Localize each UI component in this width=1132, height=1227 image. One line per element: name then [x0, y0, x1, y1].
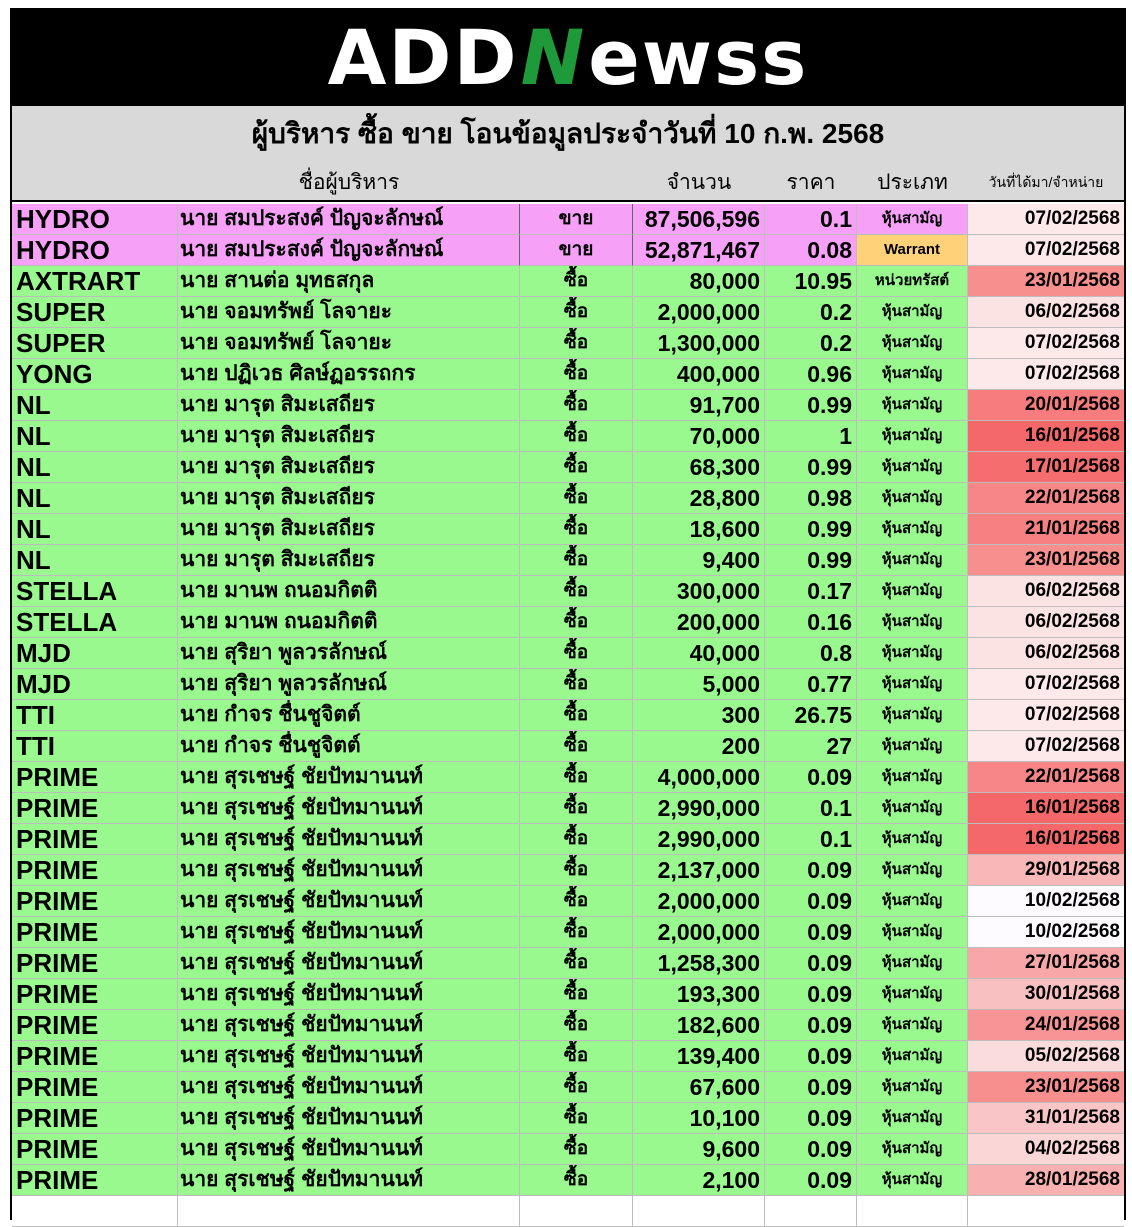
row-executive-name: นาย สานต่อ มุทธสกุล: [178, 266, 520, 297]
row-executive-name: นาย มานพ ถนอมกิตติ: [178, 607, 520, 638]
row-date: 06/02/2568: [968, 297, 1124, 328]
row-date: 20/01/2568: [968, 390, 1124, 421]
row-price: 0.96: [765, 359, 857, 390]
table-row: [12, 328, 1124, 359]
row-security-type: หุ้นสามัญ: [857, 390, 968, 421]
table-row: [12, 390, 1124, 421]
row-executive-name: นาย สมประสงค์ ปัญจะลักษณ์: [178, 204, 520, 235]
table-row: [12, 700, 1124, 731]
row-volume: 300: [633, 700, 765, 731]
blank-cell: [968, 1196, 1124, 1227]
row-price: 0.17: [765, 576, 857, 607]
row-date: 22/01/2568: [968, 483, 1124, 514]
header-date: วันที่ได้มา/จำหน่าย: [988, 174, 1104, 190]
row-price: 0.09: [765, 762, 857, 793]
row-date: 16/01/2568: [968, 824, 1124, 855]
row-action: ซื้อ: [520, 266, 633, 297]
header-type: ประเภท: [877, 171, 948, 194]
row-volume: 52,871,467: [633, 235, 765, 266]
row-action: ซื้อ: [520, 359, 633, 390]
row-action: ซื้อ: [520, 297, 633, 328]
row-date: 16/01/2568: [968, 421, 1124, 452]
table-row: [12, 421, 1124, 452]
row-symbol: PRIME: [12, 1165, 178, 1196]
transactions-table: [12, 204, 1124, 1227]
row-price: 0.99: [765, 545, 857, 576]
row-price: 0.1: [765, 793, 857, 824]
blank-row: [12, 1196, 1124, 1227]
row-security-type: หุ้นสามัญ: [857, 328, 968, 359]
row-price: 0.8: [765, 638, 857, 669]
row-executive-name: นาย มานพ ถนอมกิตติ: [178, 576, 520, 607]
row-executive-name: นาย จอมทรัพย์ โลจายะ: [178, 297, 520, 328]
row-volume: 2,000,000: [633, 297, 765, 328]
row-action: ซื้อ: [520, 1010, 633, 1041]
row-price: 0.09: [765, 1134, 857, 1165]
table-row: [12, 1134, 1124, 1165]
row-symbol: MJD: [12, 638, 178, 669]
row-symbol: NL: [12, 452, 178, 483]
row-symbol: NL: [12, 421, 178, 452]
row-date: 07/02/2568: [968, 235, 1124, 266]
table-row: [12, 1103, 1124, 1134]
row-symbol: HYDRO: [12, 204, 178, 235]
row-security-type: หุ้นสามัญ: [857, 731, 968, 762]
row-symbol: SUPER: [12, 297, 178, 328]
row-date: 05/02/2568: [968, 1041, 1124, 1072]
logo-bar: [12, 10, 1124, 106]
logo-text-right: ewss: [588, 13, 809, 102]
row-executive-name: นาย สุรเชษฐ์ ชัยปัทมานนท์: [178, 948, 520, 979]
table-row: [12, 979, 1124, 1010]
blank-cell: [765, 1196, 857, 1227]
row-symbol: PRIME: [12, 917, 178, 948]
row-volume: 87,506,596: [633, 204, 765, 235]
row-price: 0.09: [765, 1103, 857, 1134]
row-price: 0.1: [765, 204, 857, 235]
row-executive-name: นาย สุรเชษฐ์ ชัยปัทมานนท์: [178, 1072, 520, 1103]
row-symbol: SUPER: [12, 328, 178, 359]
row-symbol: STELLA: [12, 576, 178, 607]
row-date: 10/02/2568: [968, 917, 1124, 948]
row-symbol: AXTRART: [12, 266, 178, 297]
table-row: [12, 545, 1124, 576]
row-action: ซื้อ: [520, 855, 633, 886]
row-date: 04/02/2568: [968, 1134, 1124, 1165]
row-symbol: PRIME: [12, 1041, 178, 1072]
row-action: ซื้อ: [520, 1165, 633, 1196]
row-price: 0.99: [765, 514, 857, 545]
row-security-type: หุ้นสามัญ: [857, 638, 968, 669]
row-symbol: STELLA: [12, 607, 178, 638]
row-security-type: Warrant: [857, 235, 968, 266]
report-frame: [10, 8, 1126, 1220]
row-date: 07/02/2568: [968, 204, 1124, 235]
table-row: [12, 886, 1124, 917]
row-executive-name: นาย จอมทรัพย์ โลจายะ: [178, 328, 520, 359]
row-price: 0.99: [765, 390, 857, 421]
row-price: 0.09: [765, 1072, 857, 1103]
table-row: [12, 731, 1124, 762]
row-security-type: หุ้นสามัญ: [857, 979, 968, 1010]
row-executive-name: นาย สุรเชษฐ์ ชัยปัทมานนท์: [178, 979, 520, 1010]
blank-cell: [857, 1196, 968, 1227]
header-price: ราคา: [786, 171, 836, 194]
row-price: 0.09: [765, 979, 857, 1010]
table-row: [12, 855, 1124, 886]
row-date: 30/01/2568: [968, 979, 1124, 1010]
table-row: [12, 297, 1124, 328]
table-row: [12, 638, 1124, 669]
row-executive-name: นาย สุรเชษฐ์ ชัยปัทมานนท์: [178, 1134, 520, 1165]
row-date: 06/02/2568: [968, 638, 1124, 669]
row-volume: 193,300: [633, 979, 765, 1010]
table-row: [12, 576, 1124, 607]
row-executive-name: นาย สุรเชษฐ์ ชัยปัทมานนท์: [178, 1010, 520, 1041]
row-volume: 1,300,000: [633, 328, 765, 359]
row-symbol: PRIME: [12, 855, 178, 886]
row-date: 17/01/2568: [968, 452, 1124, 483]
blank-cell: [12, 1196, 178, 1227]
row-volume: 2,000,000: [633, 917, 765, 948]
row-executive-name: นาย กำจร ชื่นชูจิตต์: [178, 700, 520, 731]
row-security-type: หุ้นสามัญ: [857, 514, 968, 545]
table-row: [12, 235, 1124, 266]
row-executive-name: นาย สุรเชษฐ์ ชัยปัทมานนท์: [178, 1041, 520, 1072]
row-executive-name: นาย สุรเชษฐ์ ชัยปัทมานนท์: [178, 824, 520, 855]
row-volume: 68,300: [633, 452, 765, 483]
row-volume: 4,000,000: [633, 762, 765, 793]
row-action: ซื้อ: [520, 917, 633, 948]
row-executive-name: นาย สุริยา พูลวรลักษณ์: [178, 669, 520, 700]
row-action: ซื้อ: [520, 576, 633, 607]
row-volume: 67,600: [633, 1072, 765, 1103]
row-action: ซื้อ: [520, 328, 633, 359]
row-volume: 91,700: [633, 390, 765, 421]
header-name: ชื่อผู้บริหาร: [298, 171, 400, 194]
row-executive-name: นาย สุริยา พูลวรลักษณ์: [178, 638, 520, 669]
row-price: 0.2: [765, 297, 857, 328]
row-action: ซื้อ: [520, 731, 633, 762]
row-price: 0.09: [765, 917, 857, 948]
row-date: 06/02/2568: [968, 576, 1124, 607]
row-date: 21/01/2568: [968, 514, 1124, 545]
row-date: 07/02/2568: [968, 328, 1124, 359]
row-price: 26.75: [765, 700, 857, 731]
row-volume: 1,258,300: [633, 948, 765, 979]
row-volume: 9,600: [633, 1134, 765, 1165]
row-executive-name: นาย สุรเชษฐ์ ชัยปัทมานนท์: [178, 1165, 520, 1196]
row-security-type: หุ้นสามัญ: [857, 452, 968, 483]
row-symbol: NL: [12, 545, 178, 576]
row-action: ซื้อ: [520, 1134, 633, 1165]
row-symbol: PRIME: [12, 948, 178, 979]
table-row: [12, 762, 1124, 793]
blank-cell: [633, 1196, 765, 1227]
row-date: 07/02/2568: [968, 359, 1124, 390]
row-action: ซื้อ: [520, 1072, 633, 1103]
row-security-type: หุ้นสามัญ: [857, 886, 968, 917]
row-symbol: NL: [12, 483, 178, 514]
row-security-type: หุ้นสามัญ: [857, 359, 968, 390]
row-security-type: หุ้นสามัญ: [857, 1041, 968, 1072]
row-executive-name: นาย สุรเชษฐ์ ชัยปัทมานนท์: [178, 793, 520, 824]
row-price: 0.09: [765, 1041, 857, 1072]
row-date: 24/01/2568: [968, 1010, 1124, 1041]
row-price: 10.95: [765, 266, 857, 297]
row-executive-name: นาย สุรเชษฐ์ ชัยปัทมานนท์: [178, 1103, 520, 1134]
row-action: ซื้อ: [520, 607, 633, 638]
row-action: ซื้อ: [520, 979, 633, 1010]
row-executive-name: นาย ปฏิเวธ ศิลษ์ฏอรรถกร: [178, 359, 520, 390]
row-security-type: หุ้นสามัญ: [857, 700, 968, 731]
row-action: ซื้อ: [520, 514, 633, 545]
row-date: 22/01/2568: [968, 762, 1124, 793]
table-header: [12, 106, 1124, 202]
row-executive-name: นาย สุรเชษฐ์ ชัยปัทมานนท์: [178, 886, 520, 917]
row-date: 23/01/2568: [968, 545, 1124, 576]
row-executive-name: นาย มารุต สิมะเสถียร: [178, 421, 520, 452]
row-volume: 28,800: [633, 483, 765, 514]
row-action: ซื้อ: [520, 638, 633, 669]
row-security-type: หุ้นสามัญ: [857, 793, 968, 824]
row-price: 1: [765, 421, 857, 452]
row-security-type: หุ้นสามัญ: [857, 483, 968, 514]
row-volume: 2,990,000: [633, 793, 765, 824]
row-symbol: TTI: [12, 700, 178, 731]
row-security-type: หน่วยทรัสต์: [857, 266, 968, 297]
row-date: 29/01/2568: [968, 855, 1124, 886]
row-security-type: หุ้นสามัญ: [857, 576, 968, 607]
row-executive-name: นาย สมประสงค์ ปัญจะลักษณ์: [178, 235, 520, 266]
table-row: [12, 452, 1124, 483]
row-volume: 9,400: [633, 545, 765, 576]
table-row: [12, 824, 1124, 855]
row-volume: 2,990,000: [633, 824, 765, 855]
row-price: 0.09: [765, 886, 857, 917]
row-volume: 2,100: [633, 1165, 765, 1196]
blank-cell: [520, 1196, 633, 1227]
row-volume: 200,000: [633, 607, 765, 638]
row-action: ซื้อ: [520, 948, 633, 979]
row-symbol: HYDRO: [12, 235, 178, 266]
row-volume: 139,400: [633, 1041, 765, 1072]
table-row: [12, 1041, 1124, 1072]
row-executive-name: นาย มารุต สิมะเสถียร: [178, 390, 520, 421]
row-price: 0.09: [765, 855, 857, 886]
row-volume: 182,600: [633, 1010, 765, 1041]
row-action: ซื้อ: [520, 1103, 633, 1134]
row-date: 07/02/2568: [968, 669, 1124, 700]
table-row: [12, 483, 1124, 514]
row-date: 07/02/2568: [968, 700, 1124, 731]
row-symbol: PRIME: [12, 1010, 178, 1041]
row-action: ซื้อ: [520, 421, 633, 452]
row-symbol: YONG: [12, 359, 178, 390]
addnewss-logo: [327, 13, 809, 102]
row-symbol: NL: [12, 390, 178, 421]
row-action: ซื้อ: [520, 793, 633, 824]
table-row: [12, 514, 1124, 545]
row-volume: 18,600: [633, 514, 765, 545]
row-volume: 70,000: [633, 421, 765, 452]
row-volume: 80,000: [633, 266, 765, 297]
row-volume: 10,100: [633, 1103, 765, 1134]
row-date: 23/01/2568: [968, 1072, 1124, 1103]
table-row: [12, 359, 1124, 390]
table-row: [12, 793, 1124, 824]
row-price: 0.77: [765, 669, 857, 700]
row-date: 07/02/2568: [968, 731, 1124, 762]
row-symbol: TTI: [12, 731, 178, 762]
table-row: [12, 204, 1124, 235]
row-date: 27/01/2568: [968, 948, 1124, 979]
row-price: 0.2: [765, 328, 857, 359]
row-price: 0.1: [765, 824, 857, 855]
row-symbol: PRIME: [12, 1134, 178, 1165]
row-security-type: หุ้นสามัญ: [857, 1134, 968, 1165]
row-security-type: หุ้นสามัญ: [857, 948, 968, 979]
row-action: ซื้อ: [520, 824, 633, 855]
row-security-type: หุ้นสามัญ: [857, 669, 968, 700]
row-security-type: หุ้นสามัญ: [857, 1165, 968, 1196]
table-row: [12, 1010, 1124, 1041]
row-action: ขาย: [520, 204, 633, 235]
row-symbol: PRIME: [12, 793, 178, 824]
row-security-type: หุ้นสามัญ: [857, 1103, 968, 1134]
table-row: [12, 607, 1124, 638]
row-price: 0.99: [765, 452, 857, 483]
row-price: 0.98: [765, 483, 857, 514]
page-title: ผู้บริหาร ซื้อ ขาย โอนข้อมูลประจำวันที่ 10 ก.พ. 2568: [251, 118, 885, 149]
row-date: 31/01/2568: [968, 1103, 1124, 1134]
header-volume: จำนวน: [666, 171, 732, 194]
row-action: ซื้อ: [520, 545, 633, 576]
row-security-type: หุ้นสามัญ: [857, 204, 968, 235]
row-security-type: หุ้นสามัญ: [857, 1072, 968, 1103]
logo-text-left: ADD: [327, 13, 519, 102]
row-executive-name: นาย มารุต สิมะเสถียร: [178, 545, 520, 576]
row-volume: 200: [633, 731, 765, 762]
row-executive-name: นาย สุรเชษฐ์ ชัยปัทมานนท์: [178, 762, 520, 793]
row-symbol: PRIME: [12, 979, 178, 1010]
row-price: 0.09: [765, 1165, 857, 1196]
table-row: [12, 1165, 1124, 1196]
row-volume: 2,000,000: [633, 886, 765, 917]
row-action: ซื้อ: [520, 762, 633, 793]
row-action: ซื้อ: [520, 452, 633, 483]
row-security-type: หุ้นสามัญ: [857, 762, 968, 793]
table-row: [12, 669, 1124, 700]
row-security-type: หุ้นสามัญ: [857, 297, 968, 328]
logo-text-n: N: [520, 13, 587, 102]
row-security-type: หุ้นสามัญ: [857, 607, 968, 638]
row-security-type: หุ้นสามัญ: [857, 824, 968, 855]
row-security-type: หุ้นสามัญ: [857, 545, 968, 576]
row-symbol: PRIME: [12, 824, 178, 855]
row-action: ซื้อ: [520, 700, 633, 731]
row-executive-name: นาย กำจร ชื่นชูจิตต์: [178, 731, 520, 762]
row-volume: 2,137,000: [633, 855, 765, 886]
row-symbol: PRIME: [12, 762, 178, 793]
row-symbol: MJD: [12, 669, 178, 700]
row-action: ซื้อ: [520, 483, 633, 514]
row-action: ซื้อ: [520, 1041, 633, 1072]
row-action: ซื้อ: [520, 669, 633, 700]
row-action: ซื้อ: [520, 390, 633, 421]
row-security-type: หุ้นสามัญ: [857, 421, 968, 452]
row-date: 28/01/2568: [968, 1165, 1124, 1196]
row-symbol: PRIME: [12, 886, 178, 917]
row-price: 0.09: [765, 1010, 857, 1041]
row-action: ขาย: [520, 235, 633, 266]
row-executive-name: นาย สุรเชษฐ์ ชัยปัทมานนท์: [178, 917, 520, 948]
row-executive-name: นาย มารุต สิมะเสถียร: [178, 452, 520, 483]
row-date: 06/02/2568: [968, 607, 1124, 638]
row-action: ซื้อ: [520, 886, 633, 917]
row-symbol: PRIME: [12, 1072, 178, 1103]
row-date: 16/01/2568: [968, 793, 1124, 824]
row-executive-name: นาย สุรเชษฐ์ ชัยปัทมานนท์: [178, 855, 520, 886]
table-row: [12, 1072, 1124, 1103]
row-security-type: หุ้นสามัญ: [857, 1010, 968, 1041]
row-price: 0.16: [765, 607, 857, 638]
row-date: 10/02/2568: [968, 886, 1124, 917]
row-volume: 5,000: [633, 669, 765, 700]
blank-cell: [178, 1196, 520, 1227]
row-symbol: PRIME: [12, 1103, 178, 1134]
row-volume: 40,000: [633, 638, 765, 669]
row-price: 27: [765, 731, 857, 762]
row-security-type: หุ้นสามัญ: [857, 855, 968, 886]
row-executive-name: นาย มารุต สิมะเสถียร: [178, 514, 520, 545]
row-volume: 400,000: [633, 359, 765, 390]
row-executive-name: นาย มารุต สิมะเสถียร: [178, 483, 520, 514]
row-date: 23/01/2568: [968, 266, 1124, 297]
row-security-type: หุ้นสามัญ: [857, 917, 968, 948]
table-row: [12, 917, 1124, 948]
row-symbol: NL: [12, 514, 178, 545]
table-row: [12, 266, 1124, 297]
row-price: 0.08: [765, 235, 857, 266]
row-price: 0.09: [765, 948, 857, 979]
table-row: [12, 948, 1124, 979]
row-volume: 300,000: [633, 576, 765, 607]
